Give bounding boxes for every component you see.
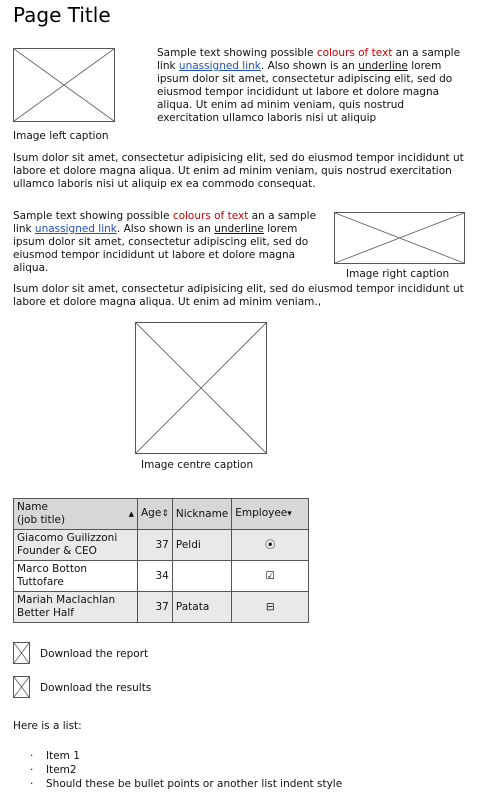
- cell-age: 34: [138, 561, 173, 592]
- cell-name: [14, 592, 138, 623]
- download-report-link[interactable]: Download the report: [40, 648, 149, 660]
- list-item: · Should these be bullet points or another list indent style: [30, 777, 342, 791]
- coloured-text: colours of text: [316, 47, 393, 59]
- sample-text-block-2: [13, 210, 323, 275]
- column-header-nickname-label: Nickname: [175, 507, 229, 520]
- download-report-icon[interactable]: [13, 642, 30, 664]
- bullet-list: [30, 749, 342, 791]
- text-segment: lorem ipsum dolor sit amet, consectetur adipiscing elit, sed do eiusmod tempor incididunt ut labore et dolore magna aliqua. Ut enim ad minim veniam, quis nostrud exercitation ullamco laboris nisi ut aliquip: [157, 60, 453, 124]
- column-header-employee[interactable]: [232, 499, 309, 530]
- column-header-nickname[interactable]: [172, 499, 231, 530]
- column-header-name[interactable]: [14, 499, 138, 530]
- table-row: [14, 530, 309, 561]
- image-right-caption: Image right caption: [346, 268, 450, 280]
- list-item: · Item2: [30, 763, 342, 777]
- employee-title: Founder & CEO: [17, 545, 97, 557]
- employee-name: Marco Botton: [17, 563, 88, 575]
- cell-nickname: Peldi: [172, 530, 231, 561]
- table-header-row: [14, 499, 309, 530]
- text-segment: an a sample link: [13, 210, 317, 235]
- unassigned-link[interactable]: unassigned link: [34, 223, 117, 235]
- text-segment: an a sample link: [157, 47, 461, 72]
- coloured-text: colours of text: [172, 210, 249, 222]
- cell-name: [14, 530, 138, 561]
- sort-asc-icon[interactable]: ▲: [128, 509, 134, 518]
- image-centre-caption: Image centre caption: [141, 459, 254, 471]
- cell-nickname: Patata: [172, 592, 231, 623]
- employee-title: Tuttofare: [17, 576, 64, 588]
- employee-name: Giacomo Guilizzoni: [17, 532, 118, 544]
- text-segment: Sample text showing possible: [157, 47, 317, 59]
- column-header-name-label: Name (job title): [17, 501, 66, 526]
- employee-title: Better Half: [17, 607, 74, 619]
- unassigned-link[interactable]: unassigned link: [178, 60, 261, 72]
- column-header-age[interactable]: [138, 499, 173, 530]
- list-intro: Here is a list:: [13, 720, 82, 732]
- underlined-text: underline: [358, 60, 408, 72]
- sort-toggle-icon[interactable]: ⇕: [161, 509, 169, 519]
- column-header-employee-label: Employee: [235, 507, 288, 519]
- download-results-link[interactable]: Download the results: [40, 682, 152, 694]
- cell-nickname: [172, 561, 231, 592]
- text-segment: lorem ipsum dolor sit amet, consectetur adipiscing elit, sed do eiusmod tempor incididunt ut labore et dolore magna aliqua.: [13, 223, 309, 274]
- radio-selected-icon[interactable]: ⦿: [232, 530, 309, 561]
- page-title: Page Title: [13, 3, 111, 27]
- sample-text-block-1: [157, 47, 467, 125]
- checkbox-checked-icon[interactable]: ☑: [232, 561, 309, 592]
- column-header-age-label: Age: [141, 507, 162, 519]
- underlined-text: underline: [214, 223, 264, 235]
- download-results-icon[interactable]: [13, 676, 30, 698]
- image-placeholder-right: [334, 212, 465, 264]
- paragraph-2: Isum dolor sit amet, consectetur adipisicing elit, sed do eiusmod tempor incididunt ut labore et dolore magna aliqua. Ut enim ad minim veniam.,: [13, 283, 464, 308]
- table-row: [14, 561, 309, 592]
- cell-age: 37: [138, 530, 173, 561]
- image-placeholder-left: [13, 48, 115, 122]
- image-left-caption: Image left caption: [13, 130, 109, 142]
- data-table: [13, 498, 309, 623]
- text-segment: . Also shown is an: [116, 223, 215, 235]
- text-segment: Sample text showing possible: [13, 210, 173, 222]
- employee-name: Mariah Maclachlan: [17, 594, 116, 606]
- paragraph-1: Isum dolor sit amet, consectetur adipisicing elit, sed do eiusmod tempor incididunt ut labore et dolore magna aliqua. Ut enim ad minim veniam, quis nostrud exercitation ullamco laboris nisi ut aliquip ex ea commodo consequat.: [13, 152, 464, 190]
- list-item: · Item 1: [30, 749, 342, 763]
- cell-name: [14, 561, 138, 592]
- checkbox-indeterminate-icon[interactable]: ⊟: [232, 592, 309, 623]
- text-segment: . Also shown is an: [260, 60, 359, 72]
- cell-age: 37: [138, 592, 173, 623]
- image-placeholder-centre: [135, 322, 267, 454]
- dropdown-chevron-icon[interactable]: ▾: [287, 509, 292, 519]
- table-row: [14, 592, 309, 623]
